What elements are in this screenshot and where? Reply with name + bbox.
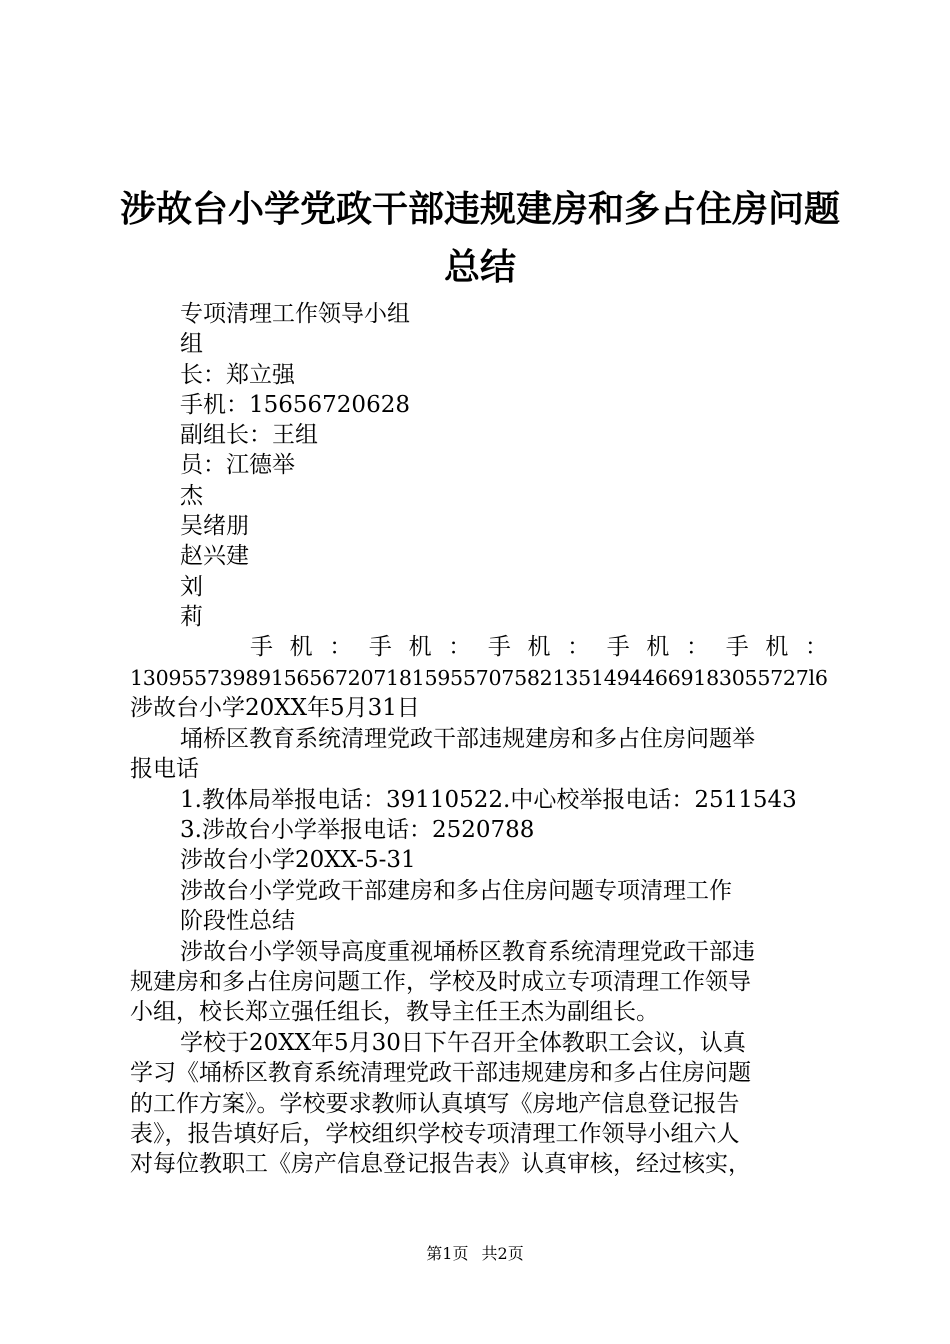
- member-4-tail: 莉: [180, 604, 203, 630]
- school-date-2: 涉故台小学20XX-5-31: [180, 847, 416, 873]
- phone-label-char: 手: [250, 634, 273, 660]
- phone-label-char: 机: [646, 634, 670, 660]
- member-2: 吴绪朋: [180, 513, 249, 539]
- phone-label-char: 手: [725, 634, 749, 660]
- member-3: 赵兴建: [180, 543, 249, 569]
- hotline-title-line-1: 埇桥区教育系统清理党政干部违规建房和多占住房问题举: [180, 726, 755, 752]
- school-date: 涉故台小学20XX年5月31日: [130, 695, 420, 721]
- phone-label-char: 机: [527, 634, 551, 660]
- phone-label-char: ：: [329, 634, 353, 660]
- phone-label-char: ：: [567, 634, 591, 660]
- paragraph-1-line-1: 涉故台小学领导高度重视埇桥区教育系统清理党政干部违: [180, 939, 755, 965]
- member-4: 刘: [180, 574, 203, 600]
- phone-label-char: 机: [408, 634, 432, 660]
- deputy-leader: 副组长：王组: [180, 422, 318, 448]
- phone-label-char: 手: [606, 634, 630, 660]
- group-leader-label-part: 组: [180, 331, 203, 357]
- hotline-title-line-2: 报电话: [130, 756, 199, 782]
- paragraph-2-line-5: 对每位教职工《房产信息登记报告表》认真审核，经过核实，: [130, 1151, 751, 1177]
- phone-label-char: ：: [448, 634, 472, 660]
- summary-title-line-2: 阶段性总结: [180, 908, 295, 934]
- page-number: 第1页: [426, 1244, 469, 1263]
- phone-label-char: 手: [487, 634, 511, 660]
- summary-title-line-1: 涉故台小学党政干部建房和多占住房问题专项清理工作: [180, 878, 732, 904]
- group-leader-phone: 手机：15656720628: [180, 392, 410, 418]
- paragraph-1-line-3: 小组，校长郑立强任组长，教导主任王杰为副组长。: [130, 999, 659, 1025]
- paragraph-1-line-2: 规建房和多占住房问题工作，学校及时成立专项清理工作领导: [130, 969, 751, 995]
- paragraph-2-line-3: 的工作方案》。学校要求教师认真填写《房地产信息登记报告: [130, 1091, 740, 1117]
- phone-label-char: ：: [804, 634, 828, 660]
- page-footer: [0, 1244, 950, 1264]
- group-heading: 专项清理工作领导小组: [180, 301, 410, 327]
- page-title-line-2: 总结: [443, 247, 516, 288]
- phone-label-char: 机: [765, 634, 789, 660]
- member-1-tail: 杰: [180, 483, 203, 509]
- phone-numbers-row: 13095573989156567207181595570758213514944669183055727l6: [130, 666, 828, 690]
- member-1: 员：江德举: [180, 452, 295, 478]
- hotline-2: 3.涉故台小学举报电话：2520788: [180, 817, 535, 843]
- hotline-1: 1.教体局举报电话：39110522.中心校举报电话：2511543: [180, 787, 797, 813]
- paragraph-2-line-2: 学习《埇桥区教育系统清理党政干部违规建房和多占住房问题: [130, 1060, 751, 1086]
- paragraph-2-line-4: 表》，报告填好后，学校组织学校专项清理工作领导小组六人: [130, 1121, 740, 1147]
- page-title-line-1: 涉故台小学党政干部违规建房和多占住房问题: [119, 189, 840, 230]
- paragraph-2-line-1: 学校于20XX年5月30日下午召开全体教职工会议，认真: [180, 1030, 746, 1056]
- phone-labels-row: [250, 633, 828, 661]
- phone-label-char: ：: [686, 634, 710, 660]
- page-total: 共2页: [481, 1244, 524, 1263]
- phone-label-char: 机: [289, 634, 313, 660]
- group-leader: 长：郑立强: [180, 362, 295, 388]
- phone-label-char: 手: [368, 634, 392, 660]
